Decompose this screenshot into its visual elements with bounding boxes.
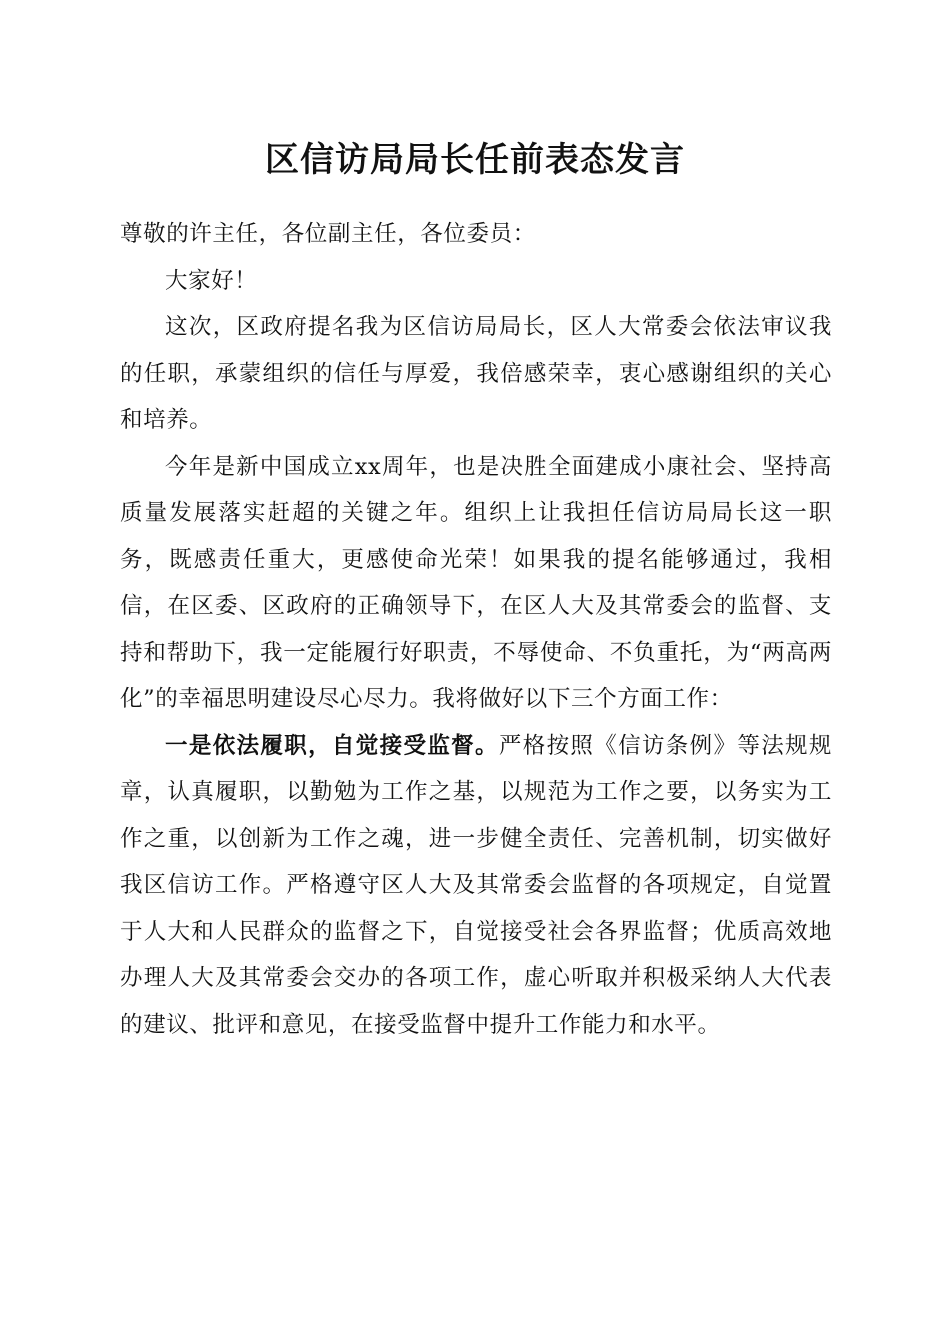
document-body [120,211,832,1048]
greeting: 大家好！ [165,267,258,294]
salutation: 尊敬的许主任，各位副主任，各位委员： [120,221,536,247]
point-one-lead: 一是依法履职，自觉接受监督。 [165,732,499,759]
paragraph-commitment: 今年是新中国成立xx周年，也是决胜全面建成小康社会、坚持高质量发展落实赶超的关键之年。组织上让我担任信访局局长这一职务，既感责任重大，更感使命光荣！如果我的提名能够通过，我相信，在区委、区政府的正确领导下，在区人大及其常委会的监督、支持和帮助下，我一定能履行好职责，不辱使命、不负重托，为“两高两化”的幸福思明建设尽心尽力。我将做好以下三个方面工作： [120,453,832,712]
point-one-text: 严格按照《信访条例》等法规规章，认真履职，以勤勉为工作之基，以规范为工作之要，以务实为工作之重，以创新为工作之魂，进一步健全责任、完善机制，切实做好我区信访工作。严格遵守区人大及其常委会监督的各项规定，自觉置于人大和人民群众的监督之下，自觉接受社会各界监督；优质高效地办理人大及其常委会交办的各项工作，虚心听取并积极采纳人大代表的建议、批评和意见，在接受监督中提升工作能力和水平。 [120,732,832,1038]
paragraph-point-one [120,723,832,1049]
paragraph-nomination: 这次，区政府提名我为区信访局局长，区人大常委会依法审议我的任职，承蒙组织的信任与厚爱，我倍感荣幸，衷心感谢组织的关心和培养。 [120,314,832,433]
document-title: 区信访局局长任前表态发言 [265,140,685,180]
